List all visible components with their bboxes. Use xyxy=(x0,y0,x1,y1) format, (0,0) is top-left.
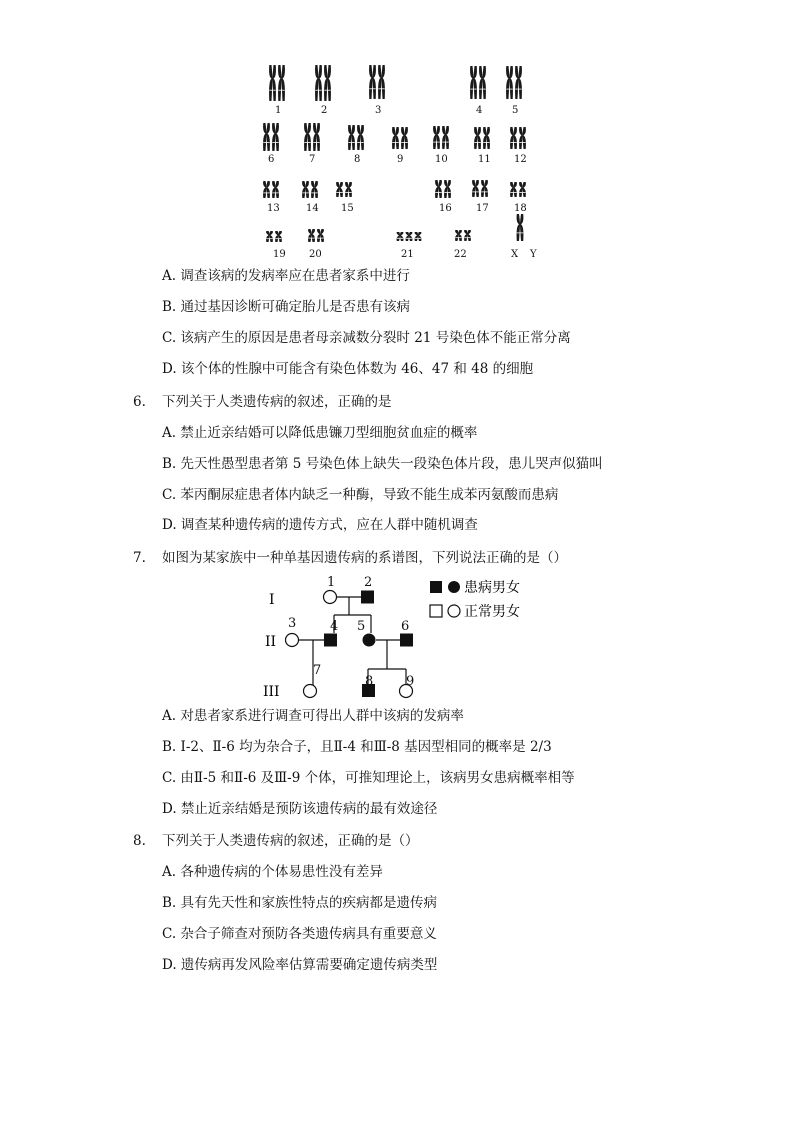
pedigree-ii3-male-normal xyxy=(286,634,299,647)
chromosome xyxy=(263,123,270,151)
q8-stem: 下列关于人类遗传病的叙述，正确的是（） xyxy=(162,833,419,849)
chromosome xyxy=(275,231,282,242)
q6-option-c: C. 苯丙酮尿症患者体内缺乏一种酶，导致不能生成苯丙氨酸而患病 xyxy=(162,487,559,503)
chromosome xyxy=(433,126,440,149)
chromosome xyxy=(392,127,399,149)
chromosome-pair xyxy=(510,127,526,149)
q5-option-b: B. 通过基因诊断可确定胎儿是否患有该病 xyxy=(162,299,411,315)
chromosome-pair xyxy=(506,66,522,99)
chromosome xyxy=(345,182,352,197)
chromosome-pair xyxy=(315,65,331,101)
chromosome-pair xyxy=(263,123,279,151)
chromosome xyxy=(483,127,490,149)
chromosome-label: 12 xyxy=(514,154,527,165)
chromosome-pair xyxy=(308,229,324,242)
generation-label: II xyxy=(265,634,277,650)
q6-option-d: D. 调查某种遗传病的遗传方式，应在人群中随机调查 xyxy=(162,517,478,533)
q8-option-a: A. 各种遗传病的个体易患性没有差异 xyxy=(162,864,383,880)
generation-label: I xyxy=(269,592,275,608)
chromosome xyxy=(357,125,364,150)
chromosome-label: 11 xyxy=(478,154,491,165)
pedigree-i1-female-normal xyxy=(324,591,337,604)
chromosome-pair xyxy=(369,65,385,99)
chromosome-pair xyxy=(392,127,408,149)
chromosome-label: 5 xyxy=(512,105,519,116)
chromosome xyxy=(317,229,324,242)
chromosome-label: 18 xyxy=(514,203,527,214)
chromosome-label: Y xyxy=(530,249,537,260)
chromosome xyxy=(510,127,517,149)
chromosome xyxy=(315,65,322,101)
chromosome xyxy=(474,127,481,149)
chromosome xyxy=(336,182,343,197)
chromosome xyxy=(519,182,526,197)
member-number: 8 xyxy=(365,674,374,689)
legend-female-normal-icon xyxy=(448,605,460,617)
chromosome-label: 15 xyxy=(341,203,354,214)
chromosome-pair xyxy=(474,127,490,149)
chromosome xyxy=(369,65,376,99)
q6-stem: 下列关于人类遗传病的叙述，正确的是 xyxy=(162,394,392,410)
q8-option-d: D. 遗传病再发风险率估算需要确定遗传病类型 xyxy=(162,957,438,973)
chromosome-label: 6 xyxy=(268,154,275,165)
chromosome-pair xyxy=(348,125,364,150)
chromosome xyxy=(435,180,442,198)
chromosome xyxy=(401,127,408,149)
chromosome xyxy=(415,232,422,241)
chromosome xyxy=(269,65,276,101)
q7-option-b: B. I-2、Ⅱ-6 均为杂合子，且Ⅱ-4 和Ⅲ-8 基因型相同的概率是 2/3 xyxy=(162,739,552,755)
chromosome-label: 21 xyxy=(401,249,414,260)
member-number: 1 xyxy=(327,575,336,590)
member-number: 4 xyxy=(330,619,339,634)
chromosome xyxy=(272,123,279,151)
member-number: 3 xyxy=(288,616,297,631)
q7-option-d: D. 禁止近亲结婚是预防该遗传病的最有效途径 xyxy=(162,801,438,817)
q7-number: 7. xyxy=(133,550,146,566)
q5-option-c: C. 该病产生的原因是患者母亲减数分裂时 21 号染色体不能正常分离 xyxy=(162,330,571,346)
chromosome-pair xyxy=(433,126,449,149)
legend-female-affected-icon xyxy=(448,581,460,593)
chromosome xyxy=(378,65,385,99)
chromosome xyxy=(472,180,479,197)
chromosome xyxy=(506,66,513,99)
q7-option-c: C. 由Ⅱ-5 和Ⅱ-6 及Ⅲ-9 个体，可推知理论上，该病男女患病概率相等 xyxy=(162,770,575,786)
chromosome-label: 2 xyxy=(321,105,328,116)
chromosome-pair xyxy=(304,123,320,151)
q5-option-d: D. 该个体的性腺中可能含有染色体数为 46、47 和 48 的细胞 xyxy=(162,361,534,377)
chromosome-pair xyxy=(263,181,279,198)
chromosome-pair xyxy=(302,181,318,198)
q6-number: 6. xyxy=(133,394,146,410)
chromosome-label: 22 xyxy=(454,249,467,260)
pedigree-i2-male-affected xyxy=(361,591,374,604)
pedigree-iii7-female-normal xyxy=(304,685,317,698)
chromosome-label: 16 xyxy=(439,203,452,214)
chromosome-label: 9 xyxy=(397,154,404,165)
chromosome xyxy=(311,181,318,198)
member-number: 6 xyxy=(401,619,410,634)
q7-option-a: A. 对患者家系进行调查可得出人群中该病的发病率 xyxy=(162,708,464,724)
member-number: 7 xyxy=(313,663,322,678)
chromosome xyxy=(308,229,315,242)
chromosome xyxy=(302,181,309,198)
chromosome-pair xyxy=(269,65,285,101)
chromosome xyxy=(515,66,522,99)
chromosome-label: X xyxy=(511,249,519,260)
chromosome-pair xyxy=(470,66,486,99)
chromosome-label: 20 xyxy=(309,249,322,260)
chromosome xyxy=(406,232,413,241)
chromosome xyxy=(263,181,270,198)
legend-normal-label: 正常男女 xyxy=(464,604,520,620)
q8-option-c: C. 杂合子筛查对预防各类遗传病具有重要意义 xyxy=(162,926,437,942)
chromosome-pair xyxy=(472,180,488,197)
chromosome xyxy=(272,181,279,198)
chromosome-pair xyxy=(517,214,524,241)
legend-male-normal-icon xyxy=(430,605,442,617)
q7-stem: 如图为某家族中一种单基因遗传病的系谱图，下列说法正确的是（） xyxy=(162,550,567,566)
chromosome-label: 13 xyxy=(267,203,280,214)
q5-option-a: A. 调查该病的发病率应在患者家系中进行 xyxy=(162,268,410,284)
chromosome-pair xyxy=(455,230,471,241)
chromosome-label: 17 xyxy=(476,203,489,214)
pedigree-ii4-male-affected xyxy=(324,634,337,647)
chromosome xyxy=(479,66,486,99)
legend-affected-label: 患病男女 xyxy=(464,580,520,596)
chromosome xyxy=(510,182,517,197)
pedigree-chart xyxy=(255,572,565,704)
generation-label: III xyxy=(263,684,280,700)
chromosome xyxy=(324,65,331,101)
karyotype-figure xyxy=(250,60,550,265)
chromosome xyxy=(442,126,449,149)
chromosome xyxy=(470,66,477,99)
chromosome-pair xyxy=(336,182,352,197)
chromosome-label: 4 xyxy=(476,105,483,116)
member-number: 2 xyxy=(364,575,373,590)
chromosome xyxy=(348,125,355,150)
chromosome-pair xyxy=(266,231,282,242)
chromosome xyxy=(519,127,526,149)
chromosome xyxy=(266,231,273,242)
legend-male-affected-icon xyxy=(430,581,442,593)
chromosome xyxy=(481,180,488,197)
pedigree-ii6-male-affected xyxy=(400,634,413,647)
q8-number: 8. xyxy=(133,833,146,849)
chromosome-label: 7 xyxy=(309,154,316,165)
chromosome-pair xyxy=(435,180,451,198)
chromosome-label: 19 xyxy=(273,249,286,260)
pedigree-ii5-female-affected xyxy=(363,634,376,647)
chromosome xyxy=(397,232,404,241)
chromosome-label: 1 xyxy=(275,105,282,116)
chromosome-pair xyxy=(397,232,422,241)
chromosome xyxy=(464,230,471,241)
chromosome xyxy=(304,123,311,151)
chromosome-label: 8 xyxy=(354,154,361,165)
chromosome-label: 3 xyxy=(375,105,382,116)
chromosome xyxy=(455,230,462,241)
member-number: 5 xyxy=(357,619,366,634)
chromosome-label: 10 xyxy=(435,154,448,165)
q6-option-a: A. 禁止近亲结婚可以降低患镰刀型细胞贫血症的概率 xyxy=(162,425,478,441)
q8-option-b: B. 具有先天性和家族性特点的疾病都是遗传病 xyxy=(162,895,438,911)
chromosome xyxy=(444,180,451,198)
chromosome xyxy=(313,123,320,151)
member-number: 9 xyxy=(406,674,415,689)
q6-option-b: B. 先天性愚型患者第 5 号染色体上缺失一段染色体片段，患儿哭声似猫叫 xyxy=(162,456,603,472)
chromosome xyxy=(278,65,285,101)
chromosome-label: 14 xyxy=(306,203,319,214)
chromosome xyxy=(517,214,524,241)
chromosome-pair xyxy=(510,182,526,197)
